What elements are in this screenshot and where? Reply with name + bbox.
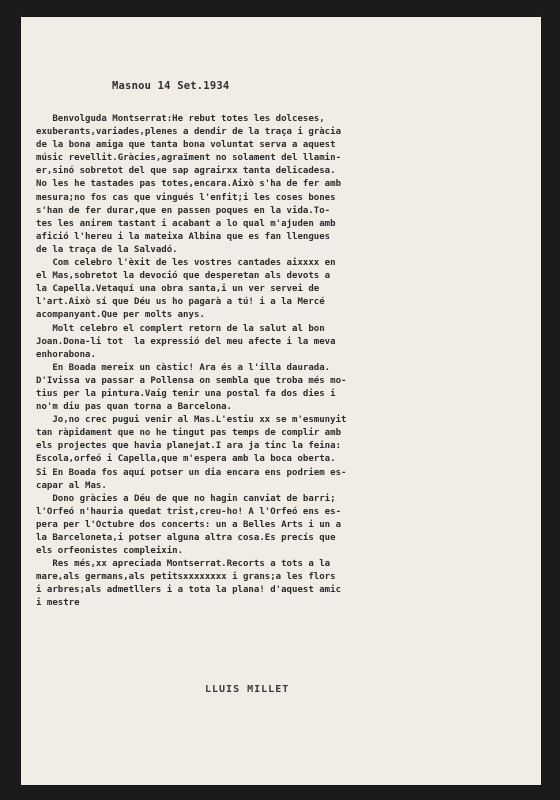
letter-line: acompanyant.Que per molts anys.	[36, 310, 205, 321]
letter-line: exuberants,variades,plenes a dendir de la traça i gràcia	[36, 127, 342, 138]
letter-line: s'han de fer durar,que en passen poques en la vida.To-	[36, 205, 331, 216]
letter-date: Masnou 14 Set.1934	[112, 80, 230, 92]
letter-line: Escola,orfeó i Capella,que m'espera amb la boca oberta.	[36, 454, 336, 465]
letter-line: de la bona amiga que tanta bona voluntat serva a aquest	[36, 140, 336, 151]
letter-line: tius per la pintura.Vaig tenir una postal fa dos dies i	[36, 388, 336, 399]
letter-line: Dono gràcies a Déu de que no hagin canviat de barri;	[36, 493, 336, 504]
letter-line: Si En Boada fos aquí potser un dia encara ens podriem es-	[36, 467, 347, 478]
letter-line: els projectes que havia planejat.I ara ja tinc la feina:	[36, 441, 342, 452]
letter-line: músic revellit.Gràcies,agraïment no solament del llamin-	[36, 153, 342, 164]
letter-line: Com celebro l'èxit de les vostres cantades aixxxx en	[36, 258, 336, 269]
letter-line: l'Orfeó n'hauria quedat trist,creu-ho! A l'Orfeó ens es-	[36, 506, 342, 517]
letter-line: la Barceloneta,i potser alguna altra cosa.Es precís que	[36, 533, 336, 543]
letter-line: Joan.Dona-li tot la expressió del meu afecte i la meva	[36, 336, 336, 347]
letter-body	[36, 113, 541, 611]
letter-line: mare,als germans,als petitsxxxxxxxx i grans;a les flors	[36, 572, 336, 583]
letter-line: el Mas,sobretot la devoció que desperetan als devots a	[36, 271, 331, 282]
letter-line: tes les anirem tastant i acabant a lo qual m'ajuden amb	[36, 218, 336, 229]
letter-line: i mestre	[36, 598, 80, 609]
letter-line: D'Ivissa va passar a Pollensa on sembla que troba més mo-	[36, 375, 347, 386]
letter-line: no'm diu pas quan torna a Barcelona.	[36, 402, 233, 413]
letter-line: mesura;no fos cas que vingués l'enfit;i les coses bones	[36, 192, 336, 203]
letter-line: de la traça de la Salvadó.	[36, 244, 178, 255]
letter-line: afició l'hereu i la mateixa Albina que es fan llengues	[36, 231, 331, 242]
letter-line: Jo,no crec pugui venir al Mas.L'estiu xx se m'esmunyit	[36, 415, 347, 426]
letter-line: er,sinó sobretot del que sap agrairxx tanta delicadesa.	[36, 166, 336, 177]
letter-signature: LLUIS MILLET	[205, 684, 290, 695]
letter-line: la Capella.Vetaquí una obra santa,i un ver servei de	[36, 284, 320, 295]
letter-line: l'art.Això sí que Déu us ho pagarà a tú! i a la Mercé	[36, 297, 325, 308]
letter-line: capar al Mas.	[36, 480, 107, 491]
letter-line: Benvolguda Montserrat:He rebut totes les dolceses,	[36, 114, 325, 124]
letter-line: els orfeonistes compleixin.	[36, 546, 184, 557]
letter-line: enhorabona.	[36, 349, 96, 360]
letter-line: i arbres;als admetllers i a tota la plana! d'aquest amic	[36, 585, 342, 596]
letter-line: En Boada mereix un càstic! Ara és a l'illa daurada.	[36, 362, 331, 373]
letter-line: tan ràpidament que no he tingut pas temps de complir amb	[36, 428, 342, 439]
letter-line: Res més,xx apreciada Montserrat.Recorts a tots a la	[36, 559, 331, 570]
letter-line: No les he tastades pas totes,encara.Això s'ha de fer amb	[36, 179, 342, 190]
letter-line: pera per l'Octubre dos concerts: un a Belles Arts i un a	[36, 519, 342, 530]
letter-line: Molt celebro el complert retorn de la salut al bon	[36, 323, 325, 334]
